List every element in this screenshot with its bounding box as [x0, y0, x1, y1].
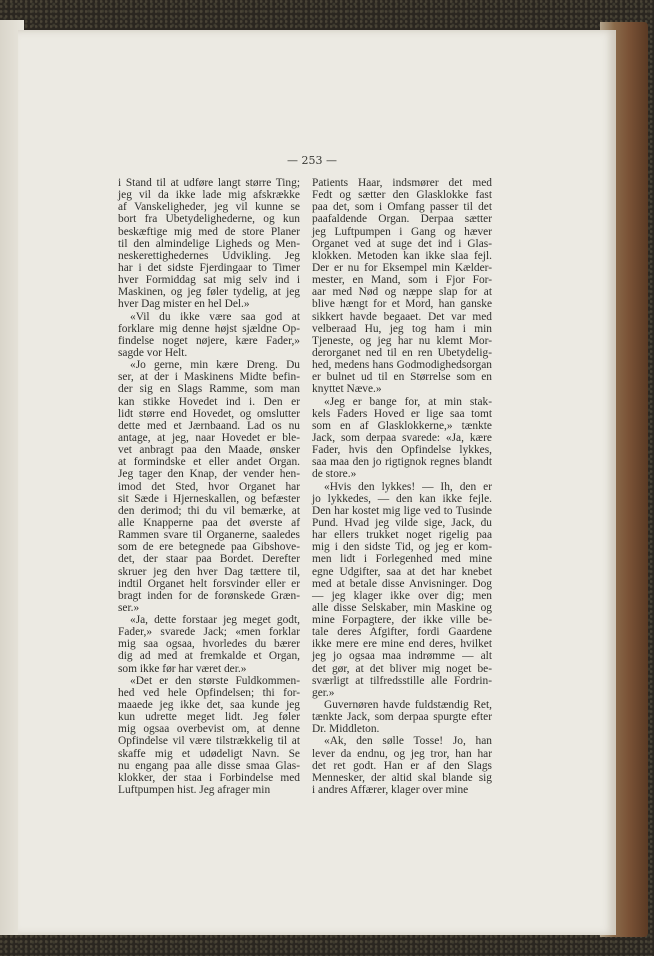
text-line: Jeg tager den Knap, der vender hen-: [118, 468, 300, 481]
text-line: Dr. Middleton.: [312, 723, 380, 736]
text-line: Pund. Hvad jeg vilde sige, Jack, du: [312, 516, 492, 529]
paragraph: [118, 311, 300, 360]
text-line: til den almindelige Ligheds og Men-: [118, 237, 300, 250]
text-line: «Jo gerne, min kære Dreng. Du: [130, 359, 300, 372]
text-line: tænkte Jack, som derpaa spurgte efter: [312, 711, 492, 724]
text-line: forklare mig denne højst sjældne Op-: [118, 322, 300, 335]
text-line: Organet ved at suge det ind i Glas-: [312, 237, 492, 250]
text-line: de store.»: [312, 468, 357, 481]
text-line: med at betale disse Anvisninger. Dog: [312, 577, 492, 590]
text-line: ser.»: [118, 601, 140, 614]
paragraph: [118, 177, 300, 311]
text-line: jeg Luftpumpen i Gang og hæver: [312, 225, 492, 238]
text-line: der sig en Slags Ramme, som man: [118, 383, 300, 396]
text-line: Fader, hvis den Opfindelse lykkes,: [312, 444, 492, 457]
paragraph: [118, 359, 300, 614]
text-line: kun udrette meget lidt. Jeg føler: [118, 711, 300, 724]
text-line: neskerettighedernes Udvikling. Jeg: [118, 249, 300, 262]
text-line: har i det sidste Fjerdingaar to Timer: [118, 261, 300, 274]
text-line: vet anbragt paa den Maade, ønsker: [118, 444, 300, 457]
page-number: — 253 —: [287, 154, 337, 167]
text-line: alle Knapperne paa det øverste af: [118, 516, 300, 529]
text-line: Fedt og sætter den Glasklokke fast: [312, 189, 492, 202]
text-line: ikke mere ere mine end deres, hvilket: [312, 638, 492, 651]
text-line: men lidt i Forlegenhed med mine: [312, 553, 492, 566]
text-line: mig i den sidste Tid, og jeg er kom-: [312, 541, 492, 554]
text-line: kan stikke Hovedet ind i. Den er: [118, 395, 300, 408]
text-line: paafaldende Organ. Derpaa sætter: [312, 213, 492, 226]
paragraph: [312, 396, 492, 481]
text-line: tale deres Afgifter, fordi Gaardene: [312, 626, 492, 639]
text-line: mig saa ogsaa, hvorledes du bærer: [118, 638, 300, 651]
text-line: saa maa den jo rigtignok regnes blandt: [312, 456, 492, 469]
text-column-right: [312, 177, 492, 796]
text-line: findelse noget nøjere, kære Fader,»: [118, 334, 300, 347]
text-line: sagde vor Helt.: [118, 346, 188, 359]
text-line: jeg jo ogsaa maa indrømme — alt: [312, 650, 492, 663]
text-line: det gør, at det bliver mig noget be-: [312, 662, 492, 675]
text-line: at formindske et eller andet Organ.: [118, 456, 300, 469]
text-line: Fader,» svarede Jack; «men forklar: [118, 626, 300, 639]
paragraph: [118, 675, 300, 796]
text-line: i Stand til at udføre langt større Ting;: [118, 177, 300, 189]
text-line: beskæftige mig med de store Planer: [118, 225, 300, 238]
text-line: Mennesker, der altid skal blande sig: [312, 771, 492, 784]
paragraph: [312, 735, 492, 796]
text-line: hed ved hele Opfindelsen; thi for-: [118, 686, 300, 699]
text-line: maaede jeg ikke det, saa kunde jeg: [118, 699, 300, 712]
text-line: nu engang paa alle disse smaa Glas-: [118, 759, 300, 772]
text-line: Patients Haar, indsmører det med: [312, 177, 492, 189]
text-line: som ikke før har været der.»: [118, 662, 247, 675]
text-line: Guvernøren havde fuldstændig Ret,: [324, 699, 492, 712]
text-line: bragt inden for de forønskede Græn-: [118, 589, 300, 602]
text-line: mig ogsaa overbevist om, at denne: [118, 723, 300, 736]
text-line: sit Sæde i Hjerneskallen, og befæster: [118, 492, 300, 505]
text-line: hed, medens hans Godmodighedsorgan: [312, 359, 492, 372]
text-line: indtil Organet helt forsvinder eller er: [118, 577, 300, 590]
text-line: antage, at jeg, naar Hovedet er ble-: [118, 431, 300, 444]
text-line: ser, at der i Maskinens Midte befin-: [118, 371, 300, 384]
text-line: «Det er den største Fuldkommen-: [130, 674, 300, 687]
text-line: klokker, der staa i Forbindelse med: [118, 771, 300, 784]
text-line: Maskinen, og jeg føler tydelig, at jeg: [118, 286, 300, 299]
text-line: Opfindelse vil være tilstrækkelig til at: [118, 735, 300, 748]
text-line: sikkert havde begaaet. Det var med: [312, 310, 492, 323]
text-line: «Ja, dette forstaar jeg meget godt,: [130, 614, 300, 627]
text-line: hver Formiddag sat mig selv ind i: [118, 274, 300, 287]
text-line: egne Udgifter, saa at det har knebet: [312, 565, 492, 578]
text-line: velberaad Hu, jeg tog ham i min: [312, 322, 492, 335]
text-line: lidt større end Hovedet, og omslutter: [118, 407, 300, 420]
text-line: jeg vil da ikke lade mig afskrække: [118, 189, 300, 202]
text-line: «Vil du ikke være saa god at: [130, 310, 300, 323]
text-line: bort fra Ubetydelighederne, og kun: [118, 213, 300, 226]
text-line: lever da endnu, og jeg tror, han har: [312, 747, 492, 760]
text-line: sværligt at tilfredsstille alle Fordrin-: [312, 674, 492, 687]
text-line: «Jeg er bange for, at min stak-: [324, 395, 492, 408]
text-line: Rammen svare til Organerne, saaledes: [118, 529, 300, 542]
text-line: hver Dag mister en hel Del.»: [118, 298, 250, 311]
text-line: imod det Sted, hvor Organet har: [118, 480, 300, 493]
paragraph: [118, 614, 300, 675]
text-line: — jeg klager ikke over dig; men: [312, 589, 492, 602]
text-line: Jack, som derpaa svarede: «Ja, kære: [312, 431, 492, 444]
paragraph: [312, 481, 492, 700]
text-line: skruer jeg den hver Dag tættere til,: [118, 565, 300, 578]
text-line: Der er nu for Eksempel min Kælder-: [312, 261, 492, 274]
text-line: derorganet ned til en ren Ubetydelig-: [312, 346, 492, 359]
text-line: mester, en Mand, som i Fjor For-: [312, 274, 492, 287]
text-line: som de ere betegnede paa Gibshove-: [118, 541, 300, 554]
paragraph: [312, 177, 492, 396]
text-line: er bulnet ud til en Størrelse som en: [312, 371, 492, 384]
text-line: det ret godt. Han er af den Slags: [312, 759, 492, 772]
text-line: aar med Nød og næppe slap for at: [312, 286, 492, 299]
text-line: som en af Glasklokkerne,» tænkte: [312, 419, 492, 432]
text-line: kels Faders Hoved er lige saa tomt: [312, 407, 492, 420]
text-line: dette med et Jærnbaand. Lad os nu: [118, 419, 300, 432]
text-line: i andres Affærer, klager over mine: [312, 784, 469, 797]
text-line: paa det, som i Omfang passer til det: [312, 201, 492, 214]
text-line: skaffe mig et udødeligt Navn. Se: [118, 747, 300, 760]
text-line: har ellers trukket noget rigelig paa: [312, 529, 492, 542]
text-line: Tjeneste, og jeg har nu klemt Mor-: [312, 334, 492, 347]
text-line: Den har kostet mig lige ved to Tusinde: [312, 504, 492, 517]
text-line: det, der staar paa Bordet. Derefter: [118, 553, 300, 566]
text-line: blive hængt for et Mord, han ganske: [312, 298, 492, 311]
text-line: ger.»: [312, 686, 335, 699]
text-line: dig ad med at fremkalde et Organ,: [118, 650, 300, 663]
text-line: «Hvis den lykkes! — Ih, den er: [324, 480, 492, 493]
text-line: «Ak, den sølle Tosse! Jo, han: [324, 735, 492, 748]
text-line: mine Forpagtere, der ikke ville be-: [312, 614, 492, 627]
paragraph: [312, 699, 492, 735]
text-line: klokken. Metoden kan ikke slaa fejl.: [312, 249, 492, 262]
text-column-left: [118, 177, 300, 796]
text-line: knyttet Næve.»: [312, 383, 382, 396]
text-line: alle disse Selskaber, min Maskine og: [312, 601, 492, 614]
text-line: Luftpumpen hist. Jeg afrager min: [118, 784, 271, 797]
text-line: jo lykkedes, — den kan ikke fejle.: [312, 492, 492, 505]
text-line: den derimod; thi du vil bemærke, at: [118, 504, 300, 517]
text-line: af Vanskeligheder, jeg vil kunne se: [118, 201, 300, 214]
